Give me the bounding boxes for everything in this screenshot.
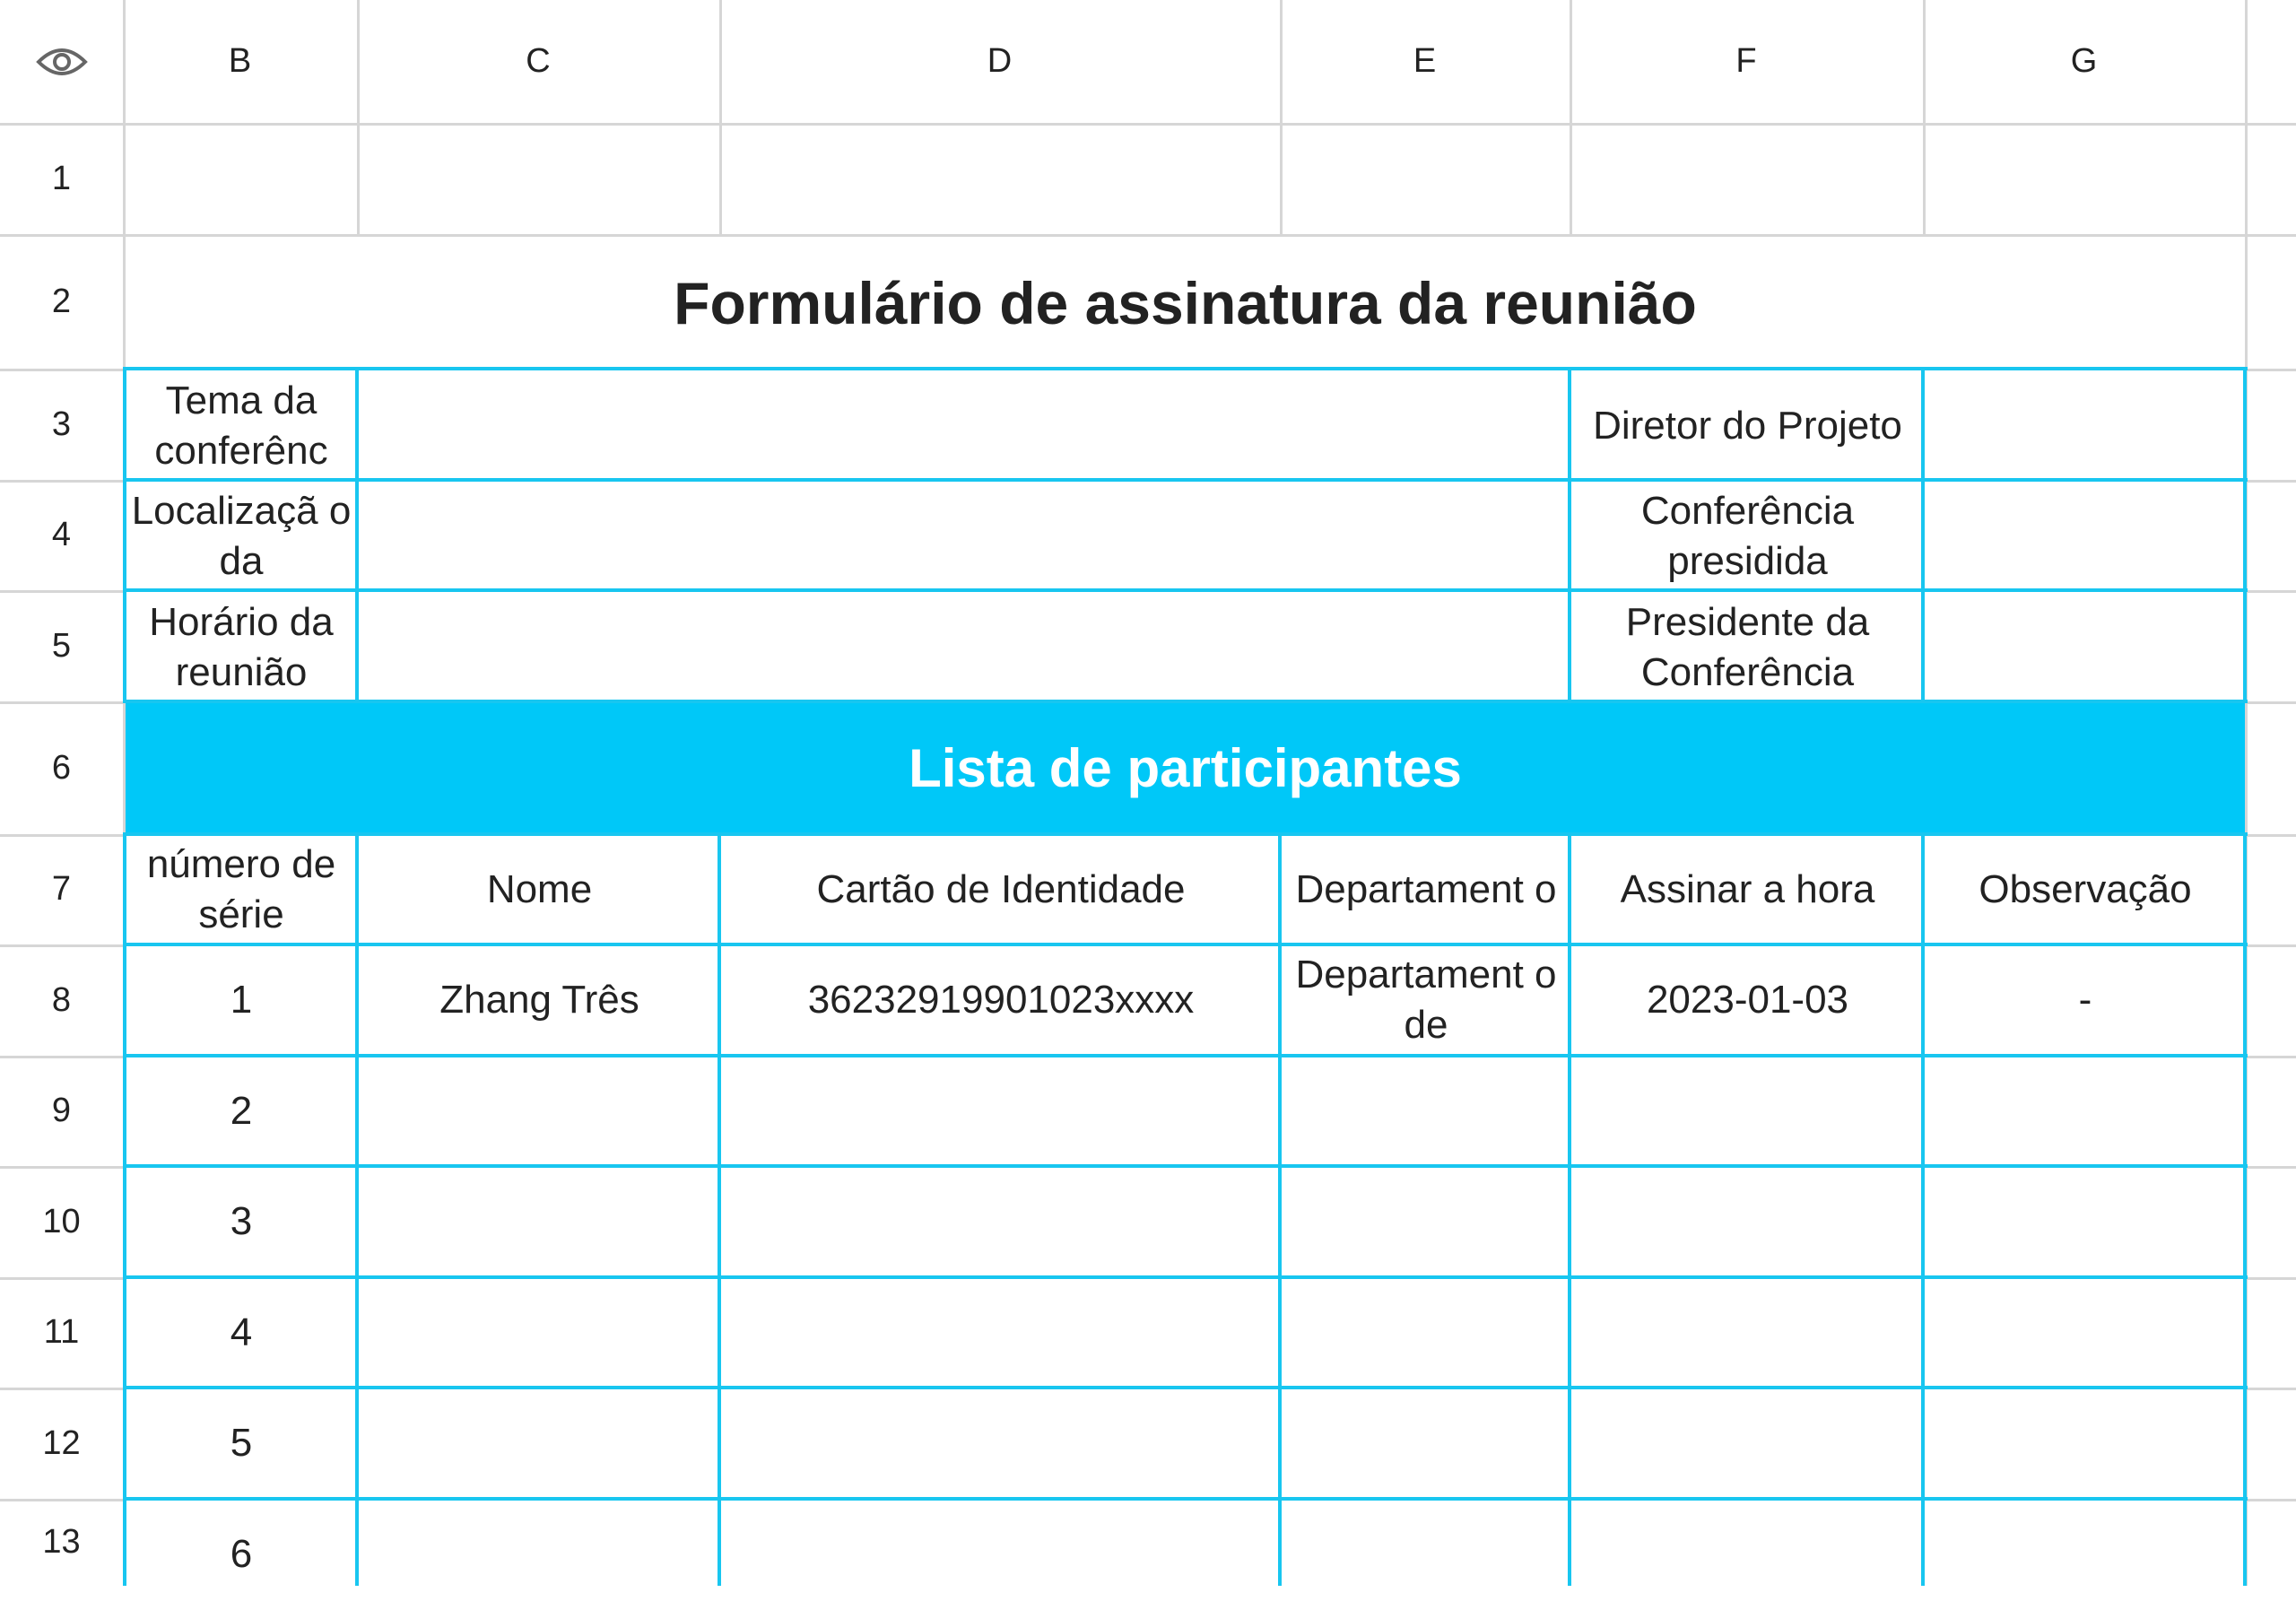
- field-label-presided-by[interactable]: Conferência presidida: [1640, 489, 1855, 583]
- table-cell-department[interactable]: Departament o de: [1295, 953, 1557, 1047]
- form-border: [718, 832, 721, 1586]
- form-border: [1278, 832, 1282, 1586]
- form-border: [123, 367, 2248, 370]
- participants-section-banner[interactable]: Lista de participantes: [126, 701, 2245, 834]
- column-header-f[interactable]: F: [1735, 42, 1757, 80]
- field-label-conference-president[interactable]: Presidente da Conferência: [1625, 599, 1870, 694]
- field-label-location[interactable]: Localizaçã o da: [131, 489, 352, 583]
- row-header-2[interactable]: 2: [51, 282, 72, 320]
- form-border: [123, 1386, 2248, 1389]
- table-cell-serial[interactable]: 1: [230, 978, 253, 1022]
- field-label-conference-topic[interactable]: Tema da conferênc: [154, 378, 328, 473]
- table-cell-serial[interactable]: 4: [230, 1310, 253, 1354]
- row-header-6[interactable]: 6: [51, 748, 72, 787]
- form-border: [123, 1054, 2248, 1057]
- field-label-meeting-time[interactable]: Horário da reunião: [149, 599, 334, 694]
- form-border: [123, 832, 2248, 836]
- form-border: [1921, 367, 1925, 701]
- field-value-conference-president[interactable]: [1926, 593, 2245, 701]
- form-border: [355, 832, 359, 1586]
- table-cell-id-card[interactable]: 36232919901023xxxx: [807, 978, 1195, 1022]
- table-header-id-card[interactable]: Cartão de Identidade: [816, 866, 1186, 911]
- row-header-4[interactable]: 4: [51, 516, 72, 553]
- form-border: [123, 832, 126, 1586]
- column-header-b[interactable]: B: [228, 42, 252, 80]
- field-value-location[interactable]: [360, 483, 1570, 590]
- field-value-meeting-time[interactable]: [360, 593, 1570, 701]
- column-header-g[interactable]: G: [2070, 42, 2098, 80]
- row-header-1[interactable]: 1: [51, 159, 72, 197]
- row-header-11[interactable]: 11: [43, 1313, 80, 1351]
- table-cell-remarks[interactable]: -: [2078, 978, 2092, 1022]
- table-cell-sign-time[interactable]: 2023-01-03: [1646, 978, 1849, 1022]
- form-border: [123, 367, 126, 701]
- column-header-e[interactable]: E: [1413, 42, 1437, 80]
- form-border: [1568, 832, 1571, 1586]
- column-header-d[interactable]: D: [987, 42, 1013, 80]
- field-value-project-director[interactable]: [1926, 371, 2245, 480]
- table-cell-serial[interactable]: 3: [230, 1199, 253, 1243]
- form-border: [123, 1164, 2248, 1168]
- form-border: [123, 588, 2248, 592]
- row-header-5[interactable]: 5: [51, 626, 72, 665]
- form-border: [123, 478, 2248, 482]
- table-header-name[interactable]: Nome: [486, 866, 593, 911]
- row-header-13[interactable]: 13: [42, 1523, 81, 1561]
- table-header-remarks[interactable]: Observação: [1979, 866, 2192, 911]
- field-value-presided-by[interactable]: [1926, 483, 2245, 590]
- table-cell-name[interactable]: Zhang Três: [439, 978, 639, 1022]
- table-cell-serial[interactable]: 6: [230, 1532, 253, 1576]
- select-all-visibility[interactable]: [0, 0, 123, 123]
- table-header-sign-time[interactable]: Assinar a hora: [1620, 866, 1875, 911]
- row-header-7[interactable]: 7: [51, 870, 72, 908]
- form-border: [2243, 367, 2247, 701]
- form-border: [1568, 367, 1571, 701]
- row-header-3[interactable]: 3: [51, 405, 72, 443]
- row-header-9[interactable]: 9: [51, 1092, 72, 1129]
- field-label-project-director[interactable]: Diretor do Projeto: [1593, 403, 1902, 448]
- row-header-12[interactable]: 12: [42, 1423, 81, 1462]
- form-border: [1921, 832, 1925, 1586]
- form-border: [123, 1275, 2248, 1279]
- table-header-department[interactable]: Departament o: [1295, 866, 1557, 911]
- row-header-10[interactable]: 10: [42, 1202, 81, 1240]
- table-header-serial-number[interactable]: número de série: [146, 841, 336, 936]
- form-border: [123, 943, 2248, 946]
- form-border: [123, 1497, 2248, 1501]
- column-header-c[interactable]: C: [526, 42, 551, 80]
- form-border: [2243, 832, 2247, 1586]
- form-border: [123, 700, 2248, 703]
- form-title[interactable]: Formulário de assinatura da reunião: [674, 269, 1697, 336]
- field-value-conference-topic[interactable]: [360, 371, 1570, 480]
- form-border: [355, 367, 359, 701]
- table-cell-serial[interactable]: 5: [230, 1421, 253, 1465]
- table-cell-serial[interactable]: 2: [230, 1088, 253, 1133]
- eye-icon: [36, 44, 88, 80]
- row-header-8[interactable]: 8: [51, 980, 72, 1019]
